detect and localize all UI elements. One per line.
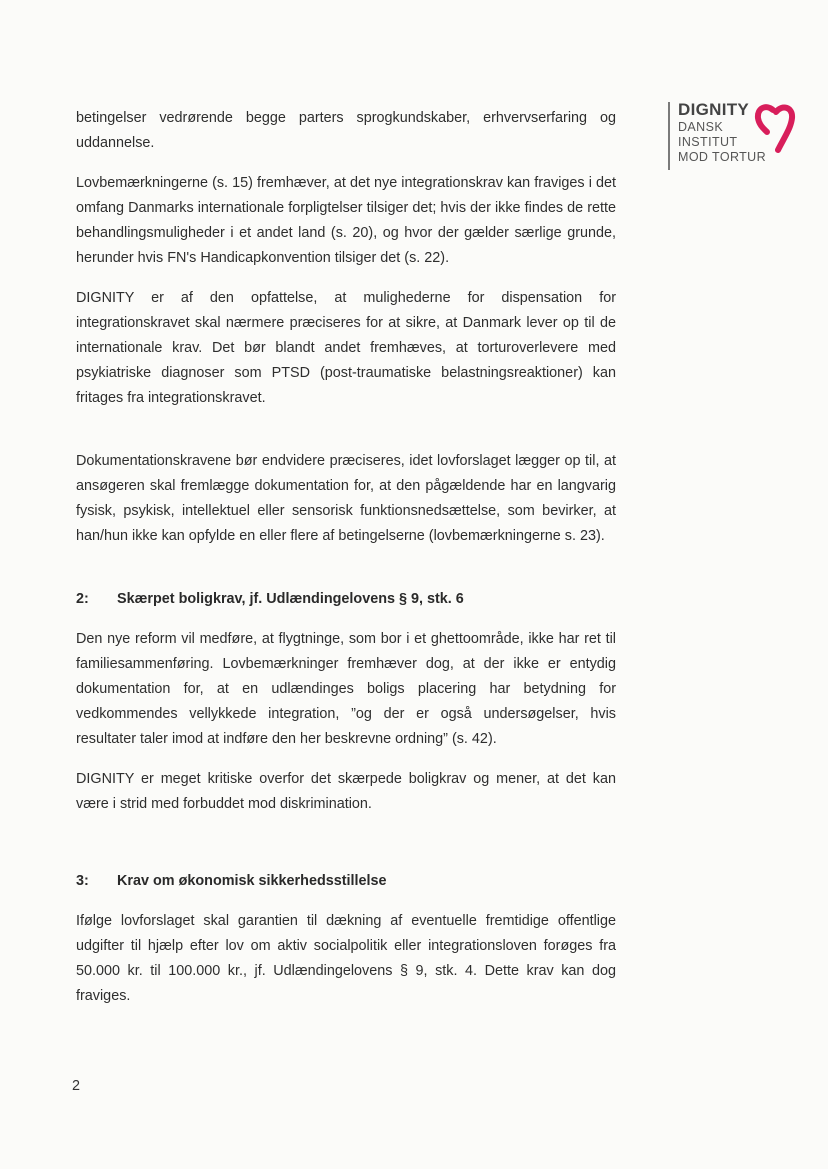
logo-line-3: MOD TORTUR [678,150,767,164]
logo-text [678,100,766,165]
section-heading-3 [76,869,616,894]
paragraph: Dokumentationskravene bør endvidere præciseres, idet lovforslaget lægger op til, at ansøgeren skal fremlægge dokumentation for, at den pågældende har en langvarig fysisk, psykisk, intellektuel eller sensorisk funktionsnedsættelse, som bevirker, at han/hun ikke kan opfylde en eller flere af betingelserne (lovbemærkningerne s. 23). [76,453,616,544]
paragraph: betingelser vedrørende begge parters sprogkundskaber, erhvervserfaring og uddannelse. [76,110,616,151]
paragraph: Ifølge lovforslaget skal garantien til dækning af eventuelle fremtidige offentlige udgifter til hjælp efter lov om aktiv socialpolitik eller integrationsloven forøges fra 50.000 kr. til 100.000 kr., jf. Udlændingelovens § 9, stk. 4. Dette krav kan dog fraviges. [76,913,616,1004]
document-body [76,106,616,1009]
section-number: 2: [76,591,89,607]
logo-divider [668,102,670,170]
paragraph: DIGNITY er af den opfattelse, at mulighederne for dispensation for integrationskravet skal nærmere præciseres for at sikre, at Danmark lever op til de internationale krav. Det bør blandt andet fremhæves, at torturoverlevere med psykiatriske diagnoser som PTSD (post-traumatiske belastningsreaktioner) kan fritages fra integrationskravet. [76,290,616,406]
paragraph: Lovbemærkningerne (s. 15) fremhæver, at det nye integrationskrav kan fraviges i det omfang Danmarks internationale forpligtelser tilsiger det; hvis der ikke findes de rette behandlingsmuligheder i et andet land (s. 20), og hvor der gælder særlige grunde, herunder hvis FN's Handicapkonvention tilsiger det (s. 22). [76,175,616,266]
section-title: Skærpet boligkrav, jf. Udlændingelovens § 9, stk. 6 [117,591,464,607]
dignity-logo [668,100,808,180]
paragraph: Den nye reform vil medføre, at flygtninge, som bor i et ghettoområde, ikke har ret til familiesammenføring. Lovbemærkninger fremhæver dog, at der ikke er entydig dokumentation for, at en udlændinges boligs placering har betydning for vedkommendes vellykkede integration, ”og der er også undersøgelser, hvis resultater taler imod at indføre den her beskrevne ordning” (s. 42). [76,631,616,747]
section-title: Krav om økonomisk sikkerhedsstillelse [117,873,387,889]
logo-line-2: INSTITUT [678,135,738,149]
section-number: 3: [76,873,89,889]
paragraph: DIGNITY er meget kritiske overfor det skærpede boligkrav og mener, at det kan være i strid med forbuddet mod diskrimination. [76,771,616,812]
logo-title: DIGNITY [678,100,750,119]
section-heading-2 [76,587,616,612]
heart-logo-icon [754,102,796,154]
page-number: 2 [72,1078,81,1094]
logo-line-1: DANSK [678,120,724,134]
